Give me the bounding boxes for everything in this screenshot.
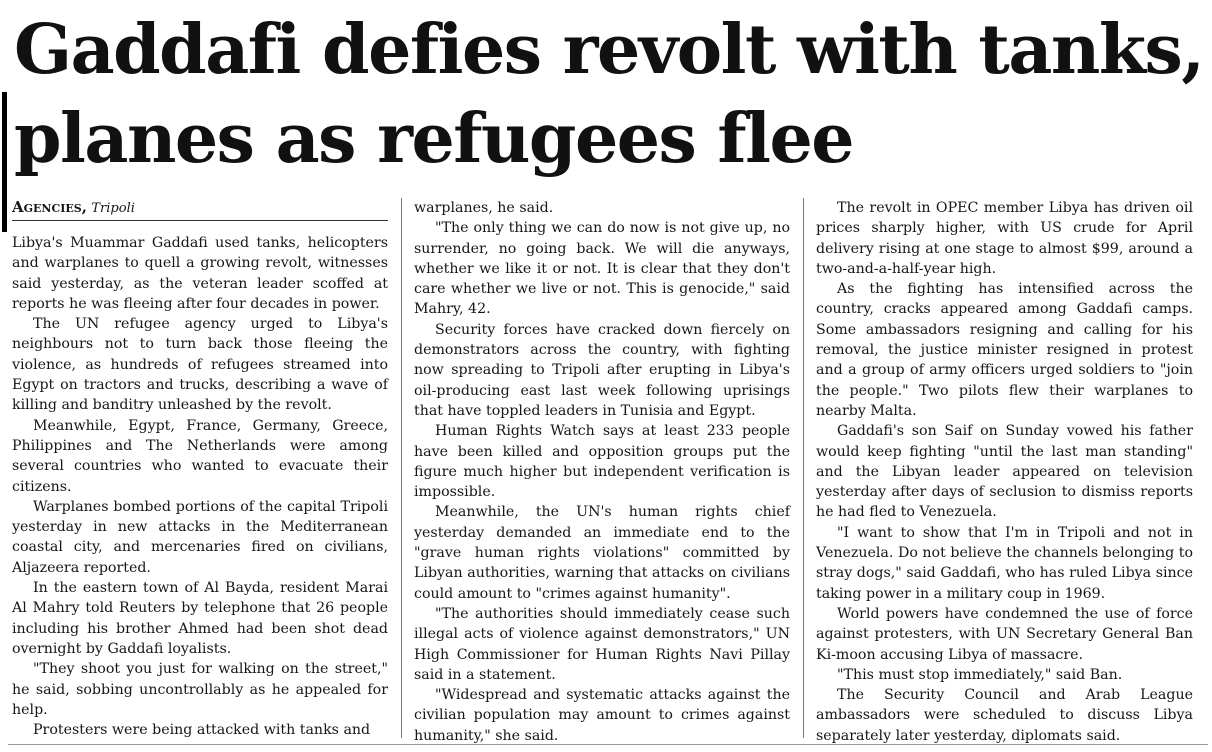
article-column-2 [414, 198, 790, 746]
paragraph: warplanes, he said. [414, 200, 554, 216]
paragraph: "This must stop immediately," said Ban. [837, 666, 1123, 683]
paragraph: Libya's Muammar Gaddafi used tanks, helicopters and warplanes to quell a growing revolt, witnesses said yesterday, as the veteran leader scoffed at reports he was fleeing after four decades in power. [12, 235, 388, 312]
headline-line-1: Gaddafi defies revolt with tanks, [14, 10, 1204, 90]
headline [14, 6, 1204, 184]
paragraph: The revolt in OPEC member Libya has driven oil prices sharply higher, with US crude for April delivery rising at one stage to almost $99, around a two-and-a-half-year high. [816, 200, 1193, 277]
paragraph: As the fighting has intensified across the country, cracks appeared among Gaddafi camps. Some ambassadors resigning and calling for his removal, the justice minister resigned in protest and a group of army officers urged soldiers to "join the people." Two pilots flew their warplanes to nearby Malta. [816, 281, 1193, 419]
column-divider [401, 198, 402, 738]
paragraph: Warplanes bombed portions of the capital Tripoli yesterday in new attacks in the Mediterranean coastal city, and mercenaries fired on civilians, Aljazeera reported. [12, 498, 388, 576]
left-edge-rule [2, 92, 7, 232]
bottom-rule [8, 744, 1208, 745]
column-divider [803, 198, 804, 738]
paragraph: "They shoot you just for walking on the street," he said, sobbing uncontrollably as he appealed for help. [12, 661, 388, 718]
byline-source: Agencies, [12, 198, 87, 216]
paragraph: Human Rights Watch says at least 233 people have been killed and opposition groups put the figure much higher but independent verification is impossible. [414, 423, 790, 501]
paragraph: Meanwhile, Egypt, France, Germany, Greece, Philippines and The Netherlands were among several countries who wanted to evacuate their citizens. [12, 417, 388, 495]
paragraph: The Security Council and Arab League ambassadors were scheduled to discuss Libya separately later yesterday, diplomats said. [816, 687, 1193, 744]
byline [12, 198, 388, 221]
byline-location: Tripoli [91, 201, 135, 216]
paragraph: Security forces have cracked down fiercely on demonstrators across the country, with fighting now spreading to Tripoli after erupting in Libya's oil-producing east last week following uprisings that have toppled leaders in Tunisia and Egypt. [414, 321, 790, 419]
paragraph: Protesters were being attacked with tanks and [33, 722, 371, 739]
paragraph: Meanwhile, the UN's human rights chief yesterday demanded an immediate end to the "grave human rights violations" committed by Libyan authorities, warning that attacks on civilians could amount to "crimes against humanity". [414, 504, 790, 602]
headline-line-2: planes as refugees flee [14, 99, 854, 179]
paragraph: "The only thing we can do now is not give up, no surrender, no going back. We will die anyways, whether we like it or not. It is clear that they don't care whether we live or not. This is genocide," said Mahry, 42. [414, 220, 790, 318]
article-column-1 [12, 198, 388, 740]
paragraph: "The authorities should immediately cease such illegal acts of violence against demonstrators," UN High Commissioner for Human Rights Navi Pillay said in a statement. [414, 605, 790, 683]
paragraph: "Widespread and systematic attacks against the civilian population may amount to crimes against humanity," she said. [414, 687, 790, 744]
paragraph: "I want to show that I'm in Tripoli and not in Venezuela. Do not believe the channels belonging to stray dogs," said Gaddafi, who has ruled Libya since taking power in a military coup in 1969. [816, 524, 1193, 602]
paragraph: In the eastern town of Al Bayda, resident Marai Al Mahry told Reuters by telephone that 26 people including his brother Ahmed had been shot dead overnight by Gaddafi loyalists. [12, 580, 388, 657]
paragraph: The UN refugee agency urged to Libya's neighbours not to turn back those fleeing the violence, as hundreds of refugees streamed into Egypt on tractors and trucks, describing a wave of killing and banditry unleashed by the revolt. [12, 316, 388, 414]
paragraph: Gaddafi's son Saif on Sunday vowed his father would keep fighting "until the last man standing" and the Libyan leader appeared on television yesterday after days of seclusion to dismiss reports he had fled to Venezuela. [816, 423, 1193, 521]
article-column-3 [816, 198, 1193, 746]
paragraph: World powers have condemned the use of force against protesters, with UN Secretary General Ban Ki-moon accusing Libya of massacre. [816, 605, 1193, 663]
